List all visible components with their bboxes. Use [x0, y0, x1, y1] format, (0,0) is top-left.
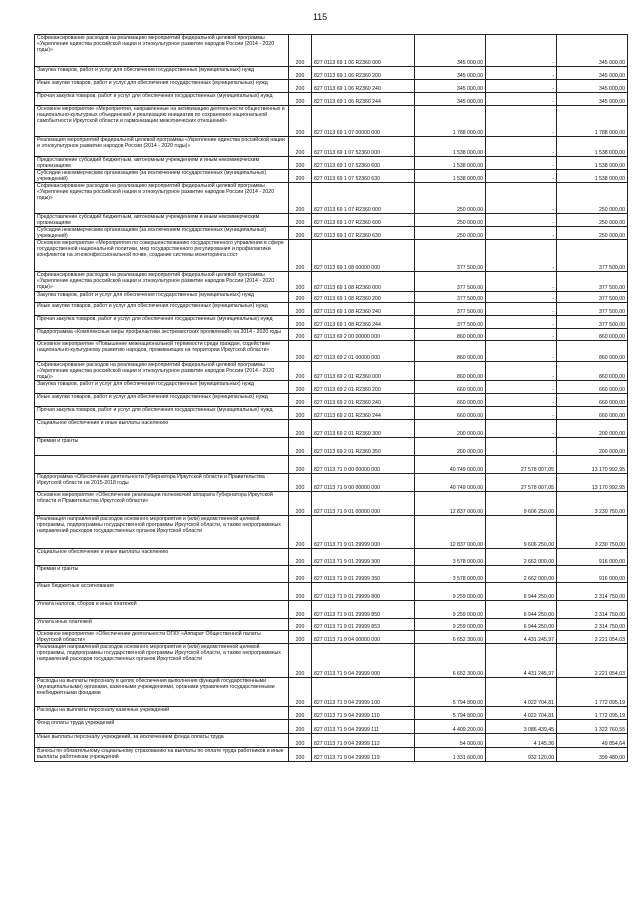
- table-row: [35, 438, 628, 456]
- row-unexecuted: 2 314 750,00: [557, 601, 628, 619]
- row-executed: 2 662 000,00: [486, 549, 557, 566]
- row-kbk: 827 0113 69 1 07 R2360 630: [312, 227, 415, 240]
- row-unexecuted: 345 000,00: [557, 35, 628, 67]
- row-approved: 377 500,00: [415, 316, 486, 329]
- row-unexecuted: 377 500,00: [557, 272, 628, 292]
- table-row: [35, 137, 628, 157]
- row-kbk: 827 0113 69 2 00 00000 000: [312, 329, 415, 341]
- table-row: [35, 362, 628, 381]
- row-executed: -: [486, 362, 557, 381]
- row-unexecuted: 2 314 750,00: [557, 583, 628, 601]
- table-row: [35, 394, 628, 407]
- row-name: Закупка товаров, работ и услуг для обеспечения государственных (муниципальных) нужд: [35, 67, 289, 80]
- row-kbk: 827 0113 69 2 01 R2360 200: [312, 381, 415, 394]
- row-code: 200: [289, 240, 312, 272]
- row-approved: 660 000,00: [415, 394, 486, 407]
- row-executed: 6 944 250,00: [486, 619, 557, 631]
- row-kbk: 827 0113 71 9 00 00000 000: [312, 474, 415, 492]
- row-kbk: 827 0113 69 1 07 R2360 600: [312, 214, 415, 227]
- row-executed: 4 022 704,81: [486, 707, 557, 720]
- row-name: Уплата иных платежей: [35, 619, 289, 631]
- row-approved: 660 000,00: [415, 381, 486, 394]
- table-row: [35, 474, 628, 492]
- row-kbk: 827 0113 69 1 07 52360 000: [312, 137, 415, 157]
- row-approved: 377 500,00: [415, 292, 486, 303]
- row-name: Подпрограмма «Обеспечение деятельности Губернатора Иркутской области и Правительства Иркутской области на 2015-2018 годы: [35, 474, 289, 492]
- row-executed: -: [486, 137, 557, 157]
- row-executed: -: [486, 292, 557, 303]
- row-code: 200: [289, 214, 312, 227]
- row-executed: -: [486, 341, 557, 362]
- row-executed: 4 431 245,97: [486, 631, 557, 644]
- row-approved: 6 652 300,00: [415, 631, 486, 644]
- table-row: [35, 583, 628, 601]
- row-approved: 860 000,00: [415, 329, 486, 341]
- row-unexecuted: 250 000,00: [557, 227, 628, 240]
- row-code: 200: [289, 362, 312, 381]
- row-approved: 9 259 000,00: [415, 619, 486, 631]
- row-name: Премии и гранты: [35, 438, 289, 456]
- row-kbk: 827 0113 69 1 08 R2360 000: [312, 272, 415, 292]
- row-name: Прочая закупка товаров, работ и услуг для обеспечения государственных (муниципальных) нужд: [35, 316, 289, 329]
- row-name: Прочая закупка товаров, работ и услуг для обеспечения государственных (муниципальных) нужд: [35, 407, 289, 420]
- row-name: Подпрограмма «Комплексные меры профилактики экстремистских проявлений» на 2014 - 2020 годы: [35, 329, 289, 341]
- row-approved: 250 000,00: [415, 183, 486, 214]
- row-kbk: 827 0113 71 9 01 00000 000: [312, 492, 415, 516]
- row-unexecuted: 377 500,00: [557, 240, 628, 272]
- row-code: 200: [289, 292, 312, 303]
- row-unexecuted: 13 170 992,95: [557, 456, 628, 474]
- table-row: [35, 734, 628, 748]
- table-row: [35, 80, 628, 93]
- row-code: 200: [289, 748, 312, 762]
- row-approved: 3 578 000,00: [415, 549, 486, 566]
- row-executed: -: [486, 316, 557, 329]
- row-unexecuted: 250 000,00: [557, 183, 628, 214]
- row-name: Основное мероприятие «Обеспечение деятельности ОГКУ «Аппарат Общественной палаты Иркутской области»: [35, 631, 289, 644]
- row-kbk: 827 0113 69 1 07 52360 600: [312, 157, 415, 170]
- row-approved: 4 409 200,00: [415, 720, 486, 734]
- row-kbk: 827 0113 69 1 06 R2360 000: [312, 35, 415, 67]
- row-name: Софинансирование расходов на реализацию мероприятий федеральной целевой программы «Укрепление единства российской нации и этнокультурное развитие народов России (2014 - 2020 годы)»: [35, 362, 289, 381]
- row-unexecuted: 1 772 095,19: [557, 707, 628, 720]
- row-executed: -: [486, 420, 557, 438]
- row-name: Реализация мероприятий федеральной целевой программы «Укрепление единства российской нации и этнокультурное развитие народов России (2014 - 2020 годы)»: [35, 137, 289, 157]
- row-name: Фонд оплаты труда учреждений: [35, 720, 289, 734]
- row-approved: 345 000,00: [415, 93, 486, 106]
- row-executed: -: [486, 67, 557, 80]
- row-approved: 377 500,00: [415, 272, 486, 292]
- row-unexecuted: 49 854,64: [557, 734, 628, 748]
- table-row: [35, 456, 628, 474]
- row-name: Прочая закупка товаров, работ и услуг для обеспечения государственных (муниципальных) нужд: [35, 93, 289, 106]
- row-code: 200: [289, 381, 312, 394]
- row-executed: 9 606 250,00: [486, 516, 557, 549]
- row-kbk: 827 0113 71 9 01 29999 000: [312, 516, 415, 549]
- row-name: Закупка товаров, работ и услуг для обеспечения государственных (муниципальных) нужд: [35, 381, 289, 394]
- row-approved: 5 794 800,00: [415, 707, 486, 720]
- row-kbk: 827 0113 69 1 08 R2360 244: [312, 316, 415, 329]
- row-approved: 40 749 000,00: [415, 474, 486, 492]
- table-row: [35, 420, 628, 438]
- row-unexecuted: 399 480,00: [557, 748, 628, 762]
- row-approved: 860 000,00: [415, 362, 486, 381]
- row-name: Расходы на выплаты персоналу казенных учреждений: [35, 707, 289, 720]
- row-code: 200: [289, 170, 312, 183]
- row-executed: -: [486, 303, 557, 316]
- row-unexecuted: 1 772 095,19: [557, 678, 628, 707]
- row-unexecuted: 860 000,00: [557, 341, 628, 362]
- row-executed: -: [486, 106, 557, 137]
- table-row: [35, 183, 628, 214]
- table-row: [35, 341, 628, 362]
- row-approved: 3 578 000,00: [415, 566, 486, 583]
- table-row: [35, 106, 628, 137]
- row-kbk: 827 0113 69 2 01 R2360 300: [312, 420, 415, 438]
- row-executed: 27 578 007,05: [486, 474, 557, 492]
- row-executed: -: [486, 80, 557, 93]
- row-unexecuted: 860 000,00: [557, 362, 628, 381]
- row-code: 200: [289, 303, 312, 316]
- row-kbk: 827 0113 69 2 01 R2360 350: [312, 438, 415, 456]
- row-kbk: 827 0113 71 9 01 29999 853: [312, 619, 415, 631]
- row-code: 200: [289, 316, 312, 329]
- row-name: Закупка товаров, работ и услуг для обеспечения государственных (муниципальных) нужд: [35, 292, 289, 303]
- row-unexecuted: 1 322 760,55: [557, 720, 628, 734]
- row-kbk: 827 0113 69 2 01 00000 000: [312, 341, 415, 362]
- row-code: 200: [289, 583, 312, 601]
- table-row: [35, 678, 628, 707]
- row-executed: 4 022 704,81: [486, 678, 557, 707]
- row-unexecuted: 200 000,00: [557, 420, 628, 438]
- row-executed: 6 944 250,00: [486, 583, 557, 601]
- row-approved: 1 331 600,00: [415, 748, 486, 762]
- row-name: Расходы на выплаты персоналу в целях обеспечения выполнения функций государственными (муниципальными) органами, казенными учреждениями, органами управления государственными внебюджетными фондами: [35, 678, 289, 707]
- row-code: 200: [289, 407, 312, 420]
- row-executed: -: [486, 394, 557, 407]
- table-row: [35, 566, 628, 583]
- row-approved: 1 538 000,00: [415, 157, 486, 170]
- row-approved: 377 500,00: [415, 240, 486, 272]
- row-name: Софинансирование расходов на реализацию мероприятий федеральной целевой программы «Укрепление единства российской нации и этнокультурное развитие народов России (2014 - 2020 годы)»: [35, 183, 289, 214]
- row-unexecuted: 377 500,00: [557, 292, 628, 303]
- row-unexecuted: 345 000,00: [557, 93, 628, 106]
- row-name: Иные закупки товаров, работ и услуг для обеспечения государственных (муниципальных) нужд: [35, 394, 289, 407]
- row-code: 200: [289, 80, 312, 93]
- row-name: Основное мероприятие «Обеспечение реализации полномочий аппарата Губернатора Иркутской области и Правительства Иркутской области»: [35, 492, 289, 516]
- row-unexecuted: 345 000,00: [557, 67, 628, 80]
- table-row: [35, 601, 628, 619]
- row-name: Иные бюджетные ассигнования: [35, 583, 289, 601]
- row-approved: 660 000,00: [415, 407, 486, 420]
- row-approved: 9 259 000,00: [415, 583, 486, 601]
- row-unexecuted: 860 000,00: [557, 329, 628, 341]
- table-row: [35, 227, 628, 240]
- row-unexecuted: 377 500,00: [557, 303, 628, 316]
- table-row: [35, 407, 628, 420]
- row-code: 200: [289, 438, 312, 456]
- table-row: [35, 492, 628, 516]
- row-approved: 40 749 000,00: [415, 456, 486, 474]
- row-unexecuted: 660 000,00: [557, 394, 628, 407]
- table-row: [35, 67, 628, 80]
- row-name: Софинансирование расходов на реализацию мероприятий федеральной целевой программы «Укрепление единства российской нации и этнокультурное развитие народов России (2014 - 2020 годы)»: [35, 35, 289, 67]
- row-kbk: 827 0113 69 2 01 R2360 240: [312, 394, 415, 407]
- row-kbk: 827 0113 71 9 04 29999 110: [312, 707, 415, 720]
- row-code: 200: [289, 93, 312, 106]
- row-name: Реализация направлений расходов основного мероприятия и (или) ведомственной целевой программы, подпрограммы государственной программы Иркутской области, а также непрограммных направлений расходов государственных органов Иркутской области: [35, 516, 289, 549]
- row-executed: -: [486, 227, 557, 240]
- table-row: [35, 170, 628, 183]
- row-code: 200: [289, 329, 312, 341]
- row-code: 200: [289, 678, 312, 707]
- row-unexecuted: 377 500,00: [557, 316, 628, 329]
- row-executed: 4 145,36: [486, 734, 557, 748]
- row-executed: -: [486, 93, 557, 106]
- row-approved: 6 652 300,00: [415, 644, 486, 678]
- row-kbk: 827 0113 71 9 04 29999 000: [312, 644, 415, 678]
- row-code: 200: [289, 601, 312, 619]
- row-executed: -: [486, 272, 557, 292]
- row-kbk: 827 0113 69 1 08 R2360 240: [312, 303, 415, 316]
- row-code: 200: [289, 227, 312, 240]
- row-kbk: 827 0113 69 1 06 R2360 240: [312, 80, 415, 93]
- row-approved: 12 837 000,00: [415, 516, 486, 549]
- row-approved: 250 000,00: [415, 227, 486, 240]
- table-row: [35, 214, 628, 227]
- row-executed: -: [486, 438, 557, 456]
- row-kbk: 827 0113 71 9 04 00000 000: [312, 631, 415, 644]
- row-approved: 377 500,00: [415, 303, 486, 316]
- row-approved: 1 538 000,00: [415, 137, 486, 157]
- row-name: Взносы по обязательному социальному страхованию на выплаты по оплате труда работников и иные выплаты работникам учреждений: [35, 748, 289, 762]
- row-unexecuted: 13 170 992,95: [557, 474, 628, 492]
- table-row: [35, 631, 628, 644]
- row-executed: -: [486, 183, 557, 214]
- table-row: [35, 748, 628, 762]
- row-unexecuted: 250 000,00: [557, 214, 628, 227]
- row-name: Иные закупки товаров, работ и услуг для обеспечения государственных (муниципальных) нужд: [35, 80, 289, 93]
- row-approved: 9 259 000,00: [415, 601, 486, 619]
- row-kbk: 827 0113 71 9 04 29999 119: [312, 748, 415, 762]
- row-code: 200: [289, 456, 312, 474]
- row-unexecuted: 1 538 000,00: [557, 137, 628, 157]
- row-name: Уплата налогов, сборов и иных платежей: [35, 601, 289, 619]
- row-code: 200: [289, 183, 312, 214]
- table-row: [35, 157, 628, 170]
- row-executed: 2 662 000,00: [486, 566, 557, 583]
- row-approved: 345 000,00: [415, 35, 486, 67]
- row-kbk: 827 0113 69 1 08 00000 000: [312, 240, 415, 272]
- row-executed: 6 944 250,00: [486, 601, 557, 619]
- table-row: [35, 549, 628, 566]
- row-approved: 345 000,00: [415, 67, 486, 80]
- row-executed: 4 431 245,97: [486, 644, 557, 678]
- row-code: 200: [289, 644, 312, 678]
- table-row: [35, 272, 628, 292]
- row-approved: 5 794 800,00: [415, 678, 486, 707]
- row-name: Субсидии некоммерческим организациям (за исключением государственных (муниципальных) учреждений): [35, 170, 289, 183]
- row-kbk: 827 0113 69 2 01 R2360 000: [312, 362, 415, 381]
- row-name: Реализация направлений расходов основного мероприятия и (или) ведомственной целевой программы, подпрограммы государственной программы Иркутской области, а также непрограммных направлений расходов государственных органов Иркутской области: [35, 644, 289, 678]
- row-unexecuted: 200 000,00: [557, 438, 628, 456]
- table-row: [35, 381, 628, 394]
- row-name: Иные закупки товаров, работ и услуг для обеспечения государственных (муниципальных) нужд: [35, 303, 289, 316]
- row-name: Социальное обеспечение и иные выплаты населению: [35, 549, 289, 566]
- row-name: Субсидии некоммерческим организациям (за исключением государственных (муниципальных) учреждений): [35, 227, 289, 240]
- row-code: 200: [289, 707, 312, 720]
- row-kbk: 827 0113 71 9 01 29999 850: [312, 601, 415, 619]
- row-executed: 9 606 250,00: [486, 492, 557, 516]
- table-row: [35, 240, 628, 272]
- row-kbk: 827 0113 71 9 01 29999 800: [312, 583, 415, 601]
- table-row: [35, 516, 628, 549]
- row-approved: 860 000,00: [415, 341, 486, 362]
- row-approved: 200 000,00: [415, 438, 486, 456]
- table-row: [35, 329, 628, 341]
- row-kbk: 827 0113 71 9 01 29999 300: [312, 549, 415, 566]
- row-code: 200: [289, 516, 312, 549]
- row-name: Основное мероприятие «Мероприятия, направленные на активизацию деятельности общественных и национально-культурных объединений и реализацию инициатив по сохранению национальной самобытности Иркутской области и гармонизации межэтнических отношений»: [35, 106, 289, 137]
- row-name: Предоставление субсидий бюджетным, автономным учреждениям и иным некоммерческим организациям: [35, 214, 289, 227]
- table-row: [35, 316, 628, 329]
- row-code: 200: [289, 106, 312, 137]
- row-kbk: 827 0113 71 9 01 29999 350: [312, 566, 415, 583]
- table-row: [35, 35, 628, 67]
- row-executed: -: [486, 329, 557, 341]
- row-unexecuted: 660 000,00: [557, 381, 628, 394]
- row-unexecuted: 1 538 000,00: [557, 170, 628, 183]
- row-code: 200: [289, 619, 312, 631]
- row-unexecuted: 3 230 750,00: [557, 516, 628, 549]
- row-executed: 3 086 439,45: [486, 720, 557, 734]
- row-kbk: 827 0113 71 9 04 29999 100: [312, 678, 415, 707]
- row-approved: 1 788 000,00: [415, 106, 486, 137]
- row-kbk: 827 0113 69 1 08 R2360 200: [312, 292, 415, 303]
- table-row: [35, 720, 628, 734]
- row-unexecuted: 2 221 054,03: [557, 644, 628, 678]
- row-approved: 1 538 000,00: [415, 170, 486, 183]
- row-kbk: 827 0113 69 1 07 R2360 000: [312, 183, 415, 214]
- row-unexecuted: 3 230 750,00: [557, 492, 628, 516]
- row-executed: 27 578 007,05: [486, 456, 557, 474]
- row-executed: -: [486, 214, 557, 227]
- row-executed: -: [486, 240, 557, 272]
- row-kbk: 827 0113 69 1 06 R2360 244: [312, 93, 415, 106]
- row-approved: 250 000,00: [415, 214, 486, 227]
- row-code: 200: [289, 631, 312, 644]
- row-executed: 932 120,00: [486, 748, 557, 762]
- row-kbk: 827 0113 69 1 07 00000 000: [312, 106, 415, 137]
- table-row: [35, 292, 628, 303]
- row-kbk: 827 0113 71 9 04 29999 112: [312, 734, 415, 748]
- row-code: 200: [289, 272, 312, 292]
- row-executed: -: [486, 35, 557, 67]
- row-kbk: 827 0113 71 0 00 00000 000: [312, 456, 415, 474]
- row-code: 200: [289, 492, 312, 516]
- row-code: 200: [289, 549, 312, 566]
- table-row: [35, 707, 628, 720]
- row-name: [35, 456, 289, 474]
- row-code: 200: [289, 67, 312, 80]
- row-executed: -: [486, 157, 557, 170]
- row-name: Софинансирование расходов на реализацию мероприятий федеральной целевой программы «Укрепление единства российской нации и этнокультурное развитие народов России (2014 - 2020 годы)»: [35, 272, 289, 292]
- row-unexecuted: 1 788 000,00: [557, 106, 628, 137]
- row-code: 200: [289, 35, 312, 67]
- row-code: 200: [289, 341, 312, 362]
- row-code: 200: [289, 157, 312, 170]
- row-kbk: 827 0113 69 1 06 R2360 200: [312, 67, 415, 80]
- row-approved: 54 000,00: [415, 734, 486, 748]
- row-executed: -: [486, 407, 557, 420]
- row-unexecuted: 916 000,00: [557, 549, 628, 566]
- row-unexecuted: 2 221 054,03: [557, 631, 628, 644]
- row-unexecuted: 1 538 000,00: [557, 157, 628, 170]
- table-row: [35, 303, 628, 316]
- row-unexecuted: 345 000,00: [557, 80, 628, 93]
- row-approved: 345 000,00: [415, 80, 486, 93]
- row-code: 200: [289, 420, 312, 438]
- row-unexecuted: 2 314 750,00: [557, 619, 628, 631]
- row-code: 200: [289, 137, 312, 157]
- row-name: Премии и гранты: [35, 566, 289, 583]
- row-unexecuted: 916 000,00: [557, 566, 628, 583]
- table-row: [35, 644, 628, 678]
- row-name: Основное мероприятие «Мероприятия по совершенствованию государственного управления в сфере государственной национальной политики, мер государственного регулирования и профилактики конфликтов на этноконфессиональной почве, создание системы мониторинга сост: [35, 240, 289, 272]
- table-row: [35, 619, 628, 631]
- row-approved: 200 000,00: [415, 420, 486, 438]
- row-code: 200: [289, 394, 312, 407]
- row-code: 200: [289, 566, 312, 583]
- row-kbk: 827 0113 71 9 04 29999 111: [312, 720, 415, 734]
- row-name: Социальное обеспечение и иные выплаты населению: [35, 420, 289, 438]
- row-name: Иные выплаты персоналу учреждений, за исключением фонда оплаты труда: [35, 734, 289, 748]
- row-unexecuted: 660 000,00: [557, 407, 628, 420]
- row-executed: -: [486, 381, 557, 394]
- row-name: Предоставление субсидий бюджетным, автономным учреждениям и иным некоммерческим организациям: [35, 157, 289, 170]
- row-kbk: 827 0113 69 1 07 52360 630: [312, 170, 415, 183]
- row-approved: 12 837 000,00: [415, 492, 486, 516]
- row-code: 200: [289, 720, 312, 734]
- row-code: 200: [289, 474, 312, 492]
- row-kbk: 827 0113 69 2 01 R2360 244: [312, 407, 415, 420]
- page-number: 115: [312, 12, 328, 22]
- row-code: 200: [289, 734, 312, 748]
- table-row: [35, 93, 628, 106]
- row-name: Основное мероприятие «Повышение межнациональной терпимости среди граждан, содействие национально-культурному развитию народов, проживающих на территории Иркутской области»: [35, 341, 289, 362]
- row-executed: -: [486, 170, 557, 183]
- budget-table: [34, 34, 628, 762]
